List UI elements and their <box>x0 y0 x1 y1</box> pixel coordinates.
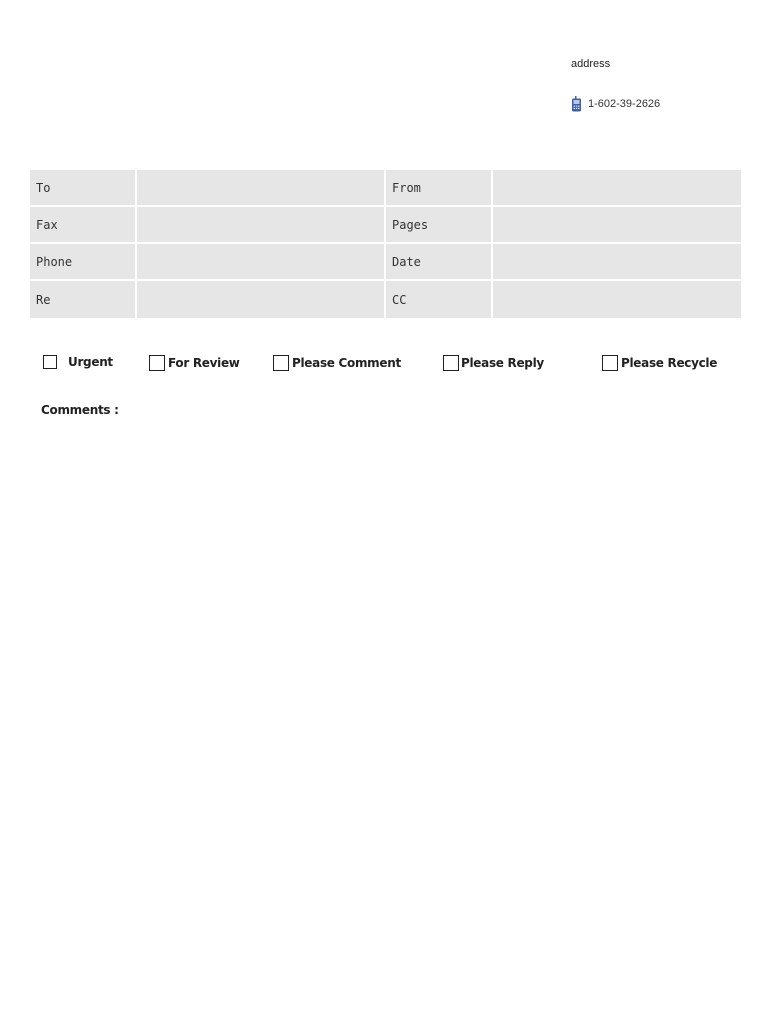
please-reply-checkbox[interactable] <box>443 355 459 371</box>
contact-block <box>571 58 751 110</box>
comments-label: Comments : <box>41 403 119 417</box>
fax-label: Fax <box>30 207 137 244</box>
for-review-checkbox[interactable] <box>149 355 165 371</box>
please-comment-label: Please Comment <box>292 356 401 370</box>
to-label: To <box>30 170 137 207</box>
date-label: Date <box>386 244 493 281</box>
urgent-label: Urgent <box>68 355 113 369</box>
phone-number: 1-602-39-2626 <box>588 98 661 110</box>
pages-label: Pages <box>386 207 493 244</box>
for-review-option[interactable] <box>149 355 240 371</box>
please-reply-option[interactable] <box>443 355 544 371</box>
re-label: Re <box>30 281 137 318</box>
table-row <box>30 244 741 281</box>
table-row <box>30 281 741 318</box>
cc-field[interactable] <box>493 281 741 318</box>
fax-info-table <box>30 170 741 318</box>
mobile-phone-icon <box>571 96 582 112</box>
from-label: From <box>386 170 493 207</box>
please-comment-option[interactable] <box>273 355 401 371</box>
date-field[interactable] <box>493 244 741 281</box>
please-recycle-label: Please Recycle <box>621 356 718 370</box>
address-text: address <box>571 58 611 70</box>
from-field[interactable] <box>493 170 741 207</box>
table-row <box>30 170 741 207</box>
urgent-option[interactable] <box>43 355 113 369</box>
re-field[interactable] <box>137 281 386 318</box>
phone-label: Phone <box>30 244 137 281</box>
phone-line <box>571 96 660 112</box>
fax-field[interactable] <box>137 207 386 244</box>
please-reply-label: Please Reply <box>461 356 544 370</box>
please-recycle-checkbox[interactable] <box>602 355 618 371</box>
cc-label: CC <box>386 281 493 318</box>
please-comment-checkbox[interactable] <box>273 355 289 371</box>
to-field[interactable] <box>137 170 386 207</box>
checkbox-row <box>0 355 768 375</box>
urgent-checkbox[interactable] <box>43 355 57 369</box>
please-recycle-option[interactable] <box>602 355 717 371</box>
table-row <box>30 207 741 244</box>
for-review-label: For Review <box>168 356 240 370</box>
phone-field[interactable] <box>137 244 386 281</box>
pages-field[interactable] <box>493 207 741 244</box>
